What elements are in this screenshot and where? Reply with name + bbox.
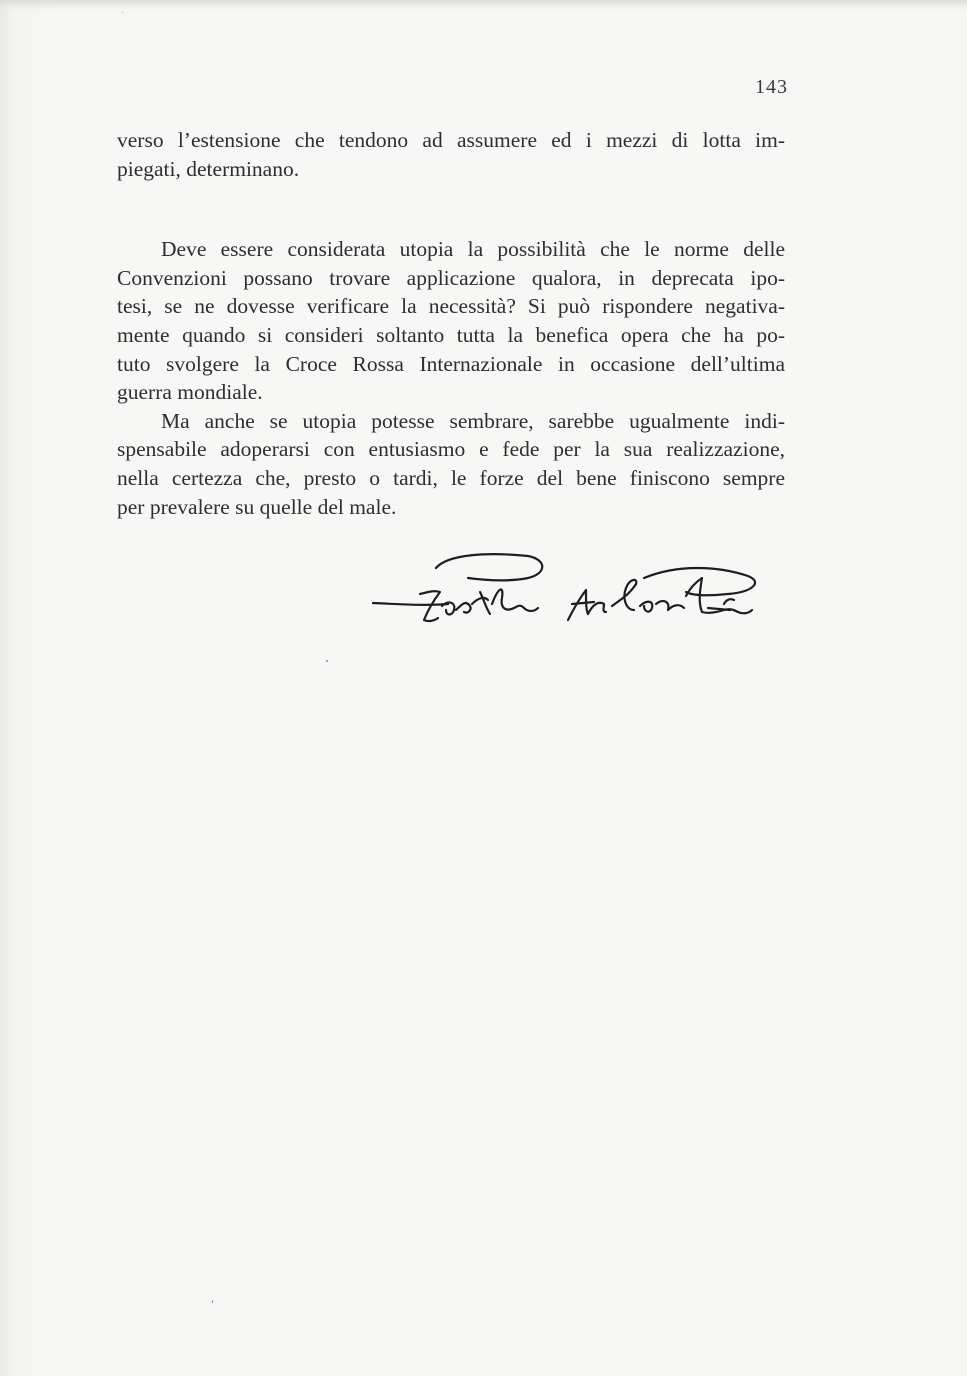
paper-speck [212,1300,213,1303]
text-line: tuto svolgere la Croce Rossa Internazionale in occasione dell’ultima [117,351,785,376]
paragraph-1 [117,126,785,183]
scan-edge-shadow [0,0,967,10]
text-line: piegati, determinano. [117,156,300,181]
handwritten-signature [368,548,768,648]
text-line: Ma anche se utopia potesse sembrare, sarebbe ugualmente indi- [161,408,785,433]
text-line: spensabile adoperarsi con entusiasmo e fede per la sua realizzazione, [117,437,785,462]
body-text [117,126,785,521]
paper-speck [326,660,328,662]
page-number: 143 [755,76,788,98]
paragraph-2 [117,235,785,407]
signature-drawing [368,548,768,648]
paper-speck [122,12,123,13]
text-line: tesi, se ne dovesse verificare la necessità? Si può rispondere negativa- [117,294,785,319]
text-line: mente quando si consideri soltanto tutta la benefica opera che ha po- [117,322,785,347]
text-line: per prevalere su quelle del male. [117,494,397,519]
text-line: verso l’estensione che tendono ad assumere ed i mezzi di lotta im- [117,128,785,152]
text-line: guerra mondiale. [117,380,263,405]
paragraph-spacer [117,183,785,235]
paragraph-3 [117,407,785,521]
text-line: nella certezza che, presto o tardi, le forze del bene finiscono sempre [117,465,785,490]
text-line: Deve essere considerata utopia la possibilità che le norme delle [161,237,785,262]
text-line: Convenzioni possano trovare applicazione qualora, in deprecata ipo- [117,265,785,290]
